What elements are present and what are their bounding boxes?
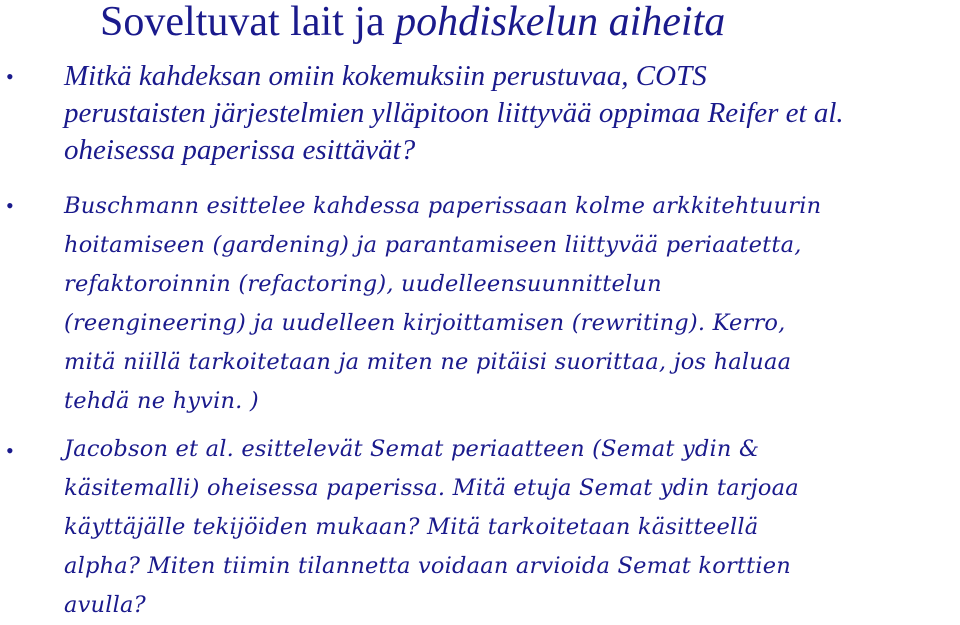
slide-title <box>100 0 725 44</box>
bullet-text: Buschmann esittelee kahdessa paperissaan kolme arkkitehtuurin hoitamiseen (gardening) ja parantamiseen liittyvää periaatetta, refaktoroinnin (refactoring), uudelleensuunnittelun (reengineering) ja uudelleen kirjoittamisen (rewriting). Kerro, mitä niillä tarkoitetaan ja miten ne pitäisi suorittaa, jos haluaa tehdä ne hyvin. ) <box>64 193 822 414</box>
bullet-marker: • <box>6 438 14 463</box>
bullet-marker: • <box>6 193 14 218</box>
title-italic: pohdiskelun aiheita <box>395 0 726 45</box>
bullet-text: Jacobson et al. esittelevät Semat periaatteen (Semat ydin & käsitemalli) oheisessa paperissa. Mitä etuja Semat ydin tarjoaa käyttäjälle tekijöiden mukaan? Mitä tarkoitetaan käsitteellä alpha? Miten tiimin tilannetta voidaan arvioida Semat korttien avulla? <box>64 436 799 618</box>
title-plain: Soveltuvat lait ja <box>100 0 396 45</box>
bullet-text: Mitkä kahdeksan omiin kokemuksiin perustuvaa, COTS perustaisten järjestelmien ylläpitoon liittyvää oppimaa Reifer et al. oheisessa paperissa esittävät? <box>64 60 844 166</box>
bullet-marker: • <box>6 64 14 89</box>
